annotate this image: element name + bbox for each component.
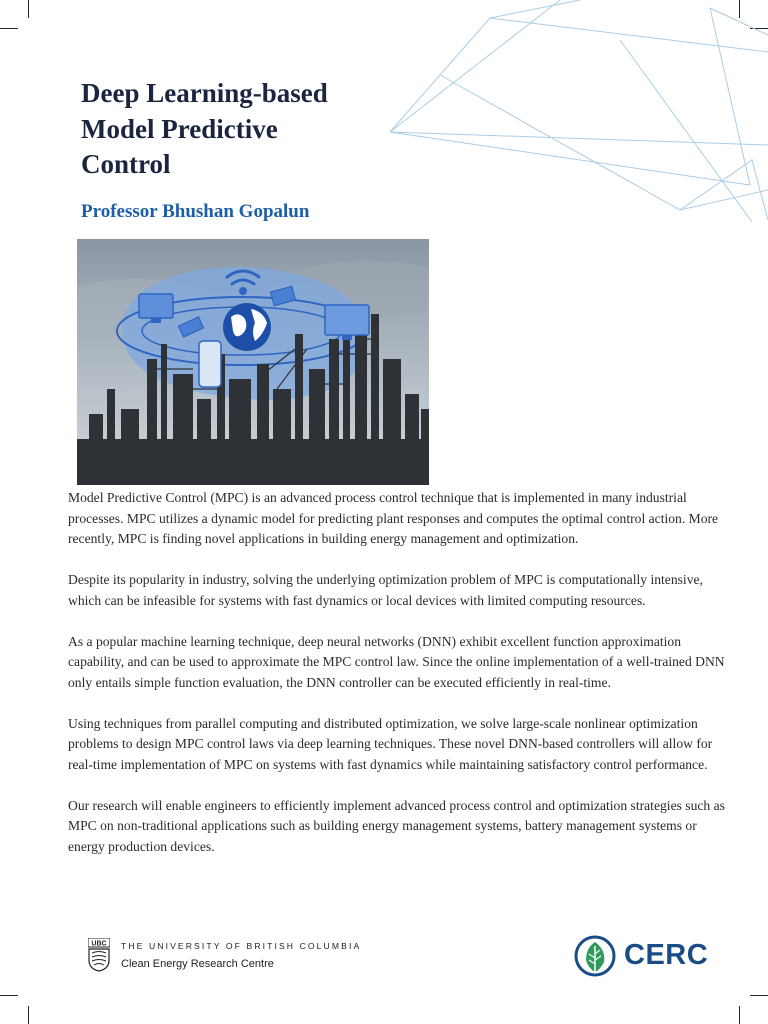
monitor-icon — [325, 305, 369, 340]
crop-mark-top-left — [28, 0, 29, 18]
hero-image — [77, 239, 429, 485]
title-line-1: Deep Learning-based — [81, 78, 328, 108]
title-line-2: Model Predictive — [81, 113, 278, 144]
crop-mark-bottom-left-h — [0, 995, 18, 996]
paragraph-3: As a popular machine learning technique, deep neural networks (DNN) exhibit excellent function approximation capability, and can be used to approximate the MPC control law. Since the online implementation of a well-trained DNN only entails simple function evaluation, the DNN controller can be executed efficiently in real-time. — [68, 633, 725, 690]
paragraph-2: Despite its popularity in industry, solving the underlying optimization problem of MPC is computationally intensive, which can be infeasible for systems with fast dynamics or local devices with limited computing resources. — [68, 572, 703, 608]
paragraph-1: Model Predictive Control (MPC) is an advanced process control technique that is implemented in many industrial processes. MPC utilizes a dynamic model for predicting plant responses and computes the optimal control action. More recently, MPC is finding novel applications in building energy management and optimization. — [68, 490, 719, 546]
leaf-icon — [574, 934, 616, 978]
decorative-geometric-lines — [380, 0, 768, 240]
industrial-plant-illustration — [77, 239, 429, 485]
crop-mark-bottom-right — [739, 1006, 740, 1024]
cerc-logo — [574, 934, 709, 980]
paragraph-5: Our research will enable engineers to efficiently implement advanced process control and optimization strategies such as MPC on non-traditional applications such as building energy management systems, battery management systems or energy production devices. — [68, 797, 725, 854]
title-line-3: Control — [81, 149, 171, 179]
ubc-centre-name: Clean Energy Research Centre — [121, 958, 274, 970]
author-name: Professor Bhushan Gopalun — [81, 201, 310, 222]
body-text — [68, 488, 728, 878]
ubc-abbrev: UBC — [91, 940, 107, 948]
ubc-name: THE UNIVERSITY OF BRITISH COLUMBIA — [121, 941, 362, 951]
ubc-shield-icon — [88, 938, 110, 972]
monitor-icon — [139, 294, 173, 323]
paragraph-4: Using techniques from parallel computing and distributed optimization, we solve large-scale nonlinear optimization problems to design MPC control laws via deep learning techniques. These novel DNN-based controllers will allow for real-time implementation of MPC on systems with fast dynamics while maintaining satisfactory control performance. — [68, 715, 713, 772]
page-title — [81, 76, 381, 183]
crop-mark-bottom-right-h — [750, 995, 768, 996]
phone-icon — [199, 341, 221, 387]
globe-icon — [223, 303, 271, 351]
cerc-name: CERC — [624, 939, 709, 971]
crop-mark-bottom-left — [28, 1006, 29, 1024]
crop-mark-top-left-h — [0, 28, 18, 29]
